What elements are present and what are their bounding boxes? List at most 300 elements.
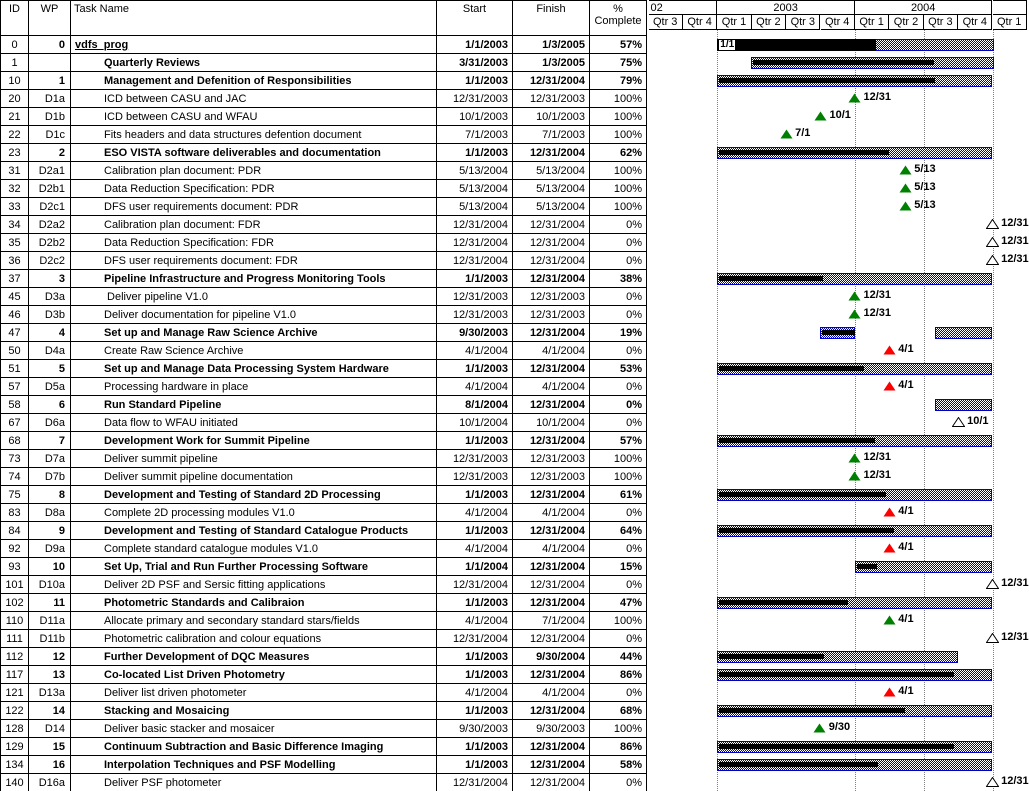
timescale-quarter-cell[interactable]: Qtr 4 <box>958 15 992 30</box>
cell-finish[interactable]: 10/1/2004 <box>513 414 590 431</box>
table-row[interactable] <box>0 414 647 432</box>
cell-finish[interactable]: 9/30/2003 <box>513 720 590 737</box>
cell-wp[interactable]: 2 <box>29 144 71 161</box>
task-bar[interactable] <box>717 525 992 537</box>
cell-pct[interactable]: 0% <box>590 774 647 791</box>
cell-task-name[interactable]: Fits headers and data structures defention document <box>71 126 437 143</box>
milestone-triangle-icon[interactable] <box>986 633 999 643</box>
table-row[interactable] <box>0 774 647 791</box>
cell-wp[interactable]: D6a <box>29 414 71 431</box>
cell-wp[interactable]: D2b2 <box>29 234 71 251</box>
timescale-year-cell[interactable]: 2003 <box>717 0 855 15</box>
cell-finish[interactable]: 12/31/2004 <box>513 324 590 341</box>
cell-finish[interactable]: 12/31/2004 <box>513 756 590 773</box>
milestone-triangle-icon[interactable] <box>848 471 861 481</box>
cell-finish[interactable]: 5/13/2004 <box>513 198 590 215</box>
table-row[interactable] <box>0 198 647 216</box>
cell-pct[interactable]: 0% <box>590 252 647 269</box>
cell-finish[interactable]: 7/1/2004 <box>513 612 590 629</box>
cell-id[interactable]: 111 <box>0 630 29 647</box>
task-bar[interactable] <box>717 741 992 753</box>
task-bar[interactable] <box>717 651 957 663</box>
cell-start[interactable]: 4/1/2004 <box>437 342 513 359</box>
table-row[interactable] <box>0 324 647 342</box>
milestone-triangle-icon[interactable] <box>780 129 793 139</box>
cell-pct[interactable]: 64% <box>590 522 647 539</box>
cell-pct[interactable]: 57% <box>590 432 647 449</box>
column-header-id[interactable]: ID <box>0 1 29 35</box>
table-row[interactable] <box>0 90 647 108</box>
cell-task-name[interactable]: Complete 2D processing modules V1.0 <box>71 504 437 521</box>
cell-start[interactable]: 1/1/2003 <box>437 486 513 503</box>
task-bar[interactable] <box>717 435 992 447</box>
cell-id[interactable]: 50 <box>0 342 29 359</box>
cell-id[interactable]: 129 <box>0 738 29 755</box>
cell-task-name[interactable]: Deliver 2D PSF and Sersic fitting applications <box>71 576 437 593</box>
table-row[interactable] <box>0 342 647 360</box>
cell-start[interactable]: 1/1/2003 <box>437 360 513 377</box>
cell-finish[interactable]: 12/31/2004 <box>513 738 590 755</box>
cell-pct[interactable]: 100% <box>590 90 647 107</box>
cell-id[interactable]: 37 <box>0 270 29 287</box>
cell-finish[interactable]: 12/31/2003 <box>513 288 590 305</box>
milestone-triangle-icon[interactable] <box>848 453 861 463</box>
cell-start[interactable]: 7/1/2003 <box>437 126 513 143</box>
cell-finish[interactable]: 12/31/2004 <box>513 234 590 251</box>
cell-finish[interactable]: 12/31/2003 <box>513 468 590 485</box>
cell-finish[interactable]: 1/3/2005 <box>513 36 590 53</box>
cell-id[interactable]: 93 <box>0 558 29 575</box>
cell-pct[interactable]: 0% <box>590 288 647 305</box>
cell-task-name[interactable]: Development and Testing of Standard Catalogue Products <box>71 522 437 539</box>
table-row[interactable] <box>0 126 647 144</box>
cell-finish[interactable]: 12/31/2004 <box>513 486 590 503</box>
cell-finish[interactable]: 4/1/2004 <box>513 504 590 521</box>
cell-wp[interactable]: D3a <box>29 288 71 305</box>
cell-pct[interactable]: 58% <box>590 756 647 773</box>
cell-wp[interactable]: 11 <box>29 594 71 611</box>
cell-task-name[interactable]: Photometric Standards and Calibraion <box>71 594 437 611</box>
cell-id[interactable]: 128 <box>0 720 29 737</box>
cell-finish[interactable]: 12/31/2003 <box>513 306 590 323</box>
cell-id[interactable]: 21 <box>0 108 29 125</box>
task-bar[interactable] <box>717 489 992 501</box>
cell-task-name[interactable]: Deliver basic stacker and mosaicer <box>71 720 437 737</box>
cell-finish[interactable]: 12/31/2004 <box>513 702 590 719</box>
cell-finish[interactable]: 4/1/2004 <box>513 342 590 359</box>
timescale-year-cell[interactable]: 02 <box>649 0 718 15</box>
cell-wp[interactable]: D14 <box>29 720 71 737</box>
cell-id[interactable]: 121 <box>0 684 29 701</box>
cell-start[interactable]: 12/31/2004 <box>437 576 513 593</box>
cell-wp[interactable]: D3b <box>29 306 71 323</box>
cell-finish[interactable]: 4/1/2004 <box>513 684 590 701</box>
cell-pct[interactable]: 0% <box>590 414 647 431</box>
table-row[interactable] <box>0 630 647 648</box>
timescale-year-cell[interactable]: 2004 <box>855 0 993 15</box>
cell-start[interactable]: 10/1/2004 <box>437 414 513 431</box>
cell-pct[interactable]: 0% <box>590 684 647 701</box>
cell-pct[interactable]: 15% <box>590 558 647 575</box>
cell-id[interactable]: 110 <box>0 612 29 629</box>
cell-id[interactable]: 112 <box>0 648 29 665</box>
cell-start[interactable]: 1/1/2004 <box>437 558 513 575</box>
cell-wp[interactable]: D2a2 <box>29 216 71 233</box>
timescale-quarter-cell[interactable]: Qtr 3 <box>649 15 683 30</box>
cell-task-name[interactable]: Deliver PSF photometer <box>71 774 437 791</box>
cell-task-name[interactable]: Stacking and Mosaicing <box>71 702 437 719</box>
cell-start[interactable]: 12/31/2003 <box>437 288 513 305</box>
column-header-start[interactable]: Start <box>437 1 513 35</box>
cell-pct[interactable]: 100% <box>590 180 647 197</box>
table-row[interactable] <box>0 306 647 324</box>
cell-wp[interactable]: D8a <box>29 504 71 521</box>
cell-start[interactable]: 1/1/2003 <box>437 648 513 665</box>
cell-finish[interactable]: 12/31/2004 <box>513 630 590 647</box>
cell-pct[interactable]: 38% <box>590 270 647 287</box>
cell-task-name[interactable]: Interpolation Techniques and PSF Modelling <box>71 756 437 773</box>
task-bar[interactable] <box>717 597 992 609</box>
cell-pct[interactable]: 100% <box>590 162 647 179</box>
cell-task-name[interactable]: DFS user requirements document: PDR <box>71 198 437 215</box>
cell-task-name[interactable]: Set up and Manage Data Processing System Hardware <box>71 360 437 377</box>
timescale-quarter-cell[interactable]: Qtr 1 <box>717 15 751 30</box>
cell-pct[interactable]: 0% <box>590 306 647 323</box>
cell-start[interactable]: 12/31/2004 <box>437 774 513 791</box>
cell-wp[interactable]: 8 <box>29 486 71 503</box>
table-row[interactable] <box>0 180 647 198</box>
cell-id[interactable]: 46 <box>0 306 29 323</box>
cell-finish[interactable]: 5/13/2004 <box>513 180 590 197</box>
cell-task-name[interactable]: Data Reduction Specification: PDR <box>71 180 437 197</box>
cell-task-name[interactable]: Create Raw Science Archive <box>71 342 437 359</box>
cell-start[interactable]: 9/30/2003 <box>437 324 513 341</box>
table-row[interactable] <box>0 702 647 720</box>
cell-start[interactable]: 1/1/2003 <box>437 666 513 683</box>
cell-pct[interactable]: 75% <box>590 54 647 71</box>
cell-task-name[interactable]: Calibration plan document: FDR <box>71 216 437 233</box>
cell-finish[interactable]: 12/31/2004 <box>513 360 590 377</box>
cell-task-name[interactable]: Co-located List Driven Photometry <box>71 666 437 683</box>
cell-pct[interactable]: 47% <box>590 594 647 611</box>
cell-id[interactable]: 134 <box>0 756 29 773</box>
cell-start[interactable]: 4/1/2004 <box>437 504 513 521</box>
cell-pct[interactable]: 79% <box>590 72 647 89</box>
cell-pct[interactable]: 100% <box>590 612 647 629</box>
cell-finish[interactable]: 7/1/2003 <box>513 126 590 143</box>
cell-task-name[interactable]: Data Reduction Specification: FDR <box>71 234 437 251</box>
milestone-triangle-icon[interactable] <box>899 165 912 175</box>
cell-wp[interactable]: 6 <box>29 396 71 413</box>
cell-id[interactable]: 102 <box>0 594 29 611</box>
cell-finish[interactable]: 12/31/2004 <box>513 252 590 269</box>
cell-wp[interactable]: 0 <box>29 36 71 53</box>
cell-task-name[interactable]: Management and Defenition of Responsibilities <box>71 72 437 89</box>
cell-task-name[interactable]: Set up and Manage Raw Science Archive <box>71 324 437 341</box>
cell-wp[interactable]: D1a <box>29 90 71 107</box>
cell-task-name[interactable]: ESO VISTA software deliverables and documentation <box>71 144 437 161</box>
cell-task-name[interactable]: Deliver summit pipeline <box>71 450 437 467</box>
cell-pct[interactable]: 0% <box>590 540 647 557</box>
cell-wp[interactable]: 4 <box>29 324 71 341</box>
cell-id[interactable]: 51 <box>0 360 29 377</box>
cell-finish[interactable]: 10/1/2003 <box>513 108 590 125</box>
cell-id[interactable]: 92 <box>0 540 29 557</box>
cell-id[interactable]: 68 <box>0 432 29 449</box>
cell-pct[interactable]: 0% <box>590 216 647 233</box>
cell-start[interactable]: 9/30/2003 <box>437 720 513 737</box>
table-row[interactable] <box>0 216 647 234</box>
cell-finish[interactable]: 12/31/2004 <box>513 144 590 161</box>
table-row[interactable] <box>0 594 647 612</box>
cell-pct[interactable]: 100% <box>590 198 647 215</box>
milestone-triangle-icon[interactable] <box>986 777 999 787</box>
cell-wp[interactable]: D1c <box>29 126 71 143</box>
task-bar[interactable] <box>717 363 992 375</box>
table-row[interactable] <box>0 666 647 684</box>
cell-wp[interactable]: D10a <box>29 576 71 593</box>
cell-start[interactable]: 1/1/2003 <box>437 594 513 611</box>
table-row[interactable] <box>0 288 647 306</box>
table-row[interactable] <box>0 234 647 252</box>
task-bar[interactable] <box>717 75 992 87</box>
table-row[interactable] <box>0 252 647 270</box>
task-bar[interactable] <box>855 561 993 573</box>
milestone-triangle-icon[interactable] <box>899 201 912 211</box>
timescale-quarter-cell[interactable]: Qtr 4 <box>821 15 855 30</box>
cell-wp[interactable]: D13a <box>29 684 71 701</box>
cell-start[interactable]: 10/1/2003 <box>437 108 513 125</box>
milestone-triangle-icon[interactable] <box>986 255 999 265</box>
cell-pct[interactable]: 86% <box>590 738 647 755</box>
column-header-task-name[interactable]: Task Name <box>71 1 437 35</box>
cell-wp[interactable]: 13 <box>29 666 71 683</box>
cell-finish[interactable]: 12/31/2003 <box>513 90 590 107</box>
cell-finish[interactable]: 12/31/2004 <box>513 216 590 233</box>
cell-id[interactable]: 73 <box>0 450 29 467</box>
task-bar[interactable] <box>717 759 992 771</box>
cell-id[interactable]: 0 <box>0 36 29 53</box>
table-row[interactable] <box>0 684 647 702</box>
cell-finish[interactable]: 12/31/2004 <box>513 558 590 575</box>
table-row[interactable] <box>0 504 647 522</box>
table-row[interactable] <box>0 378 647 396</box>
cell-task-name[interactable]: Further Development of DQC Measures <box>71 648 437 665</box>
cell-id[interactable]: 74 <box>0 468 29 485</box>
cell-start[interactable]: 12/31/2003 <box>437 468 513 485</box>
cell-wp[interactable]: 1 <box>29 72 71 89</box>
table-row[interactable] <box>0 270 647 288</box>
cell-start[interactable]: 8/1/2004 <box>437 396 513 413</box>
task-bar[interactable] <box>935 327 992 339</box>
cell-start[interactable]: 1/1/2003 <box>437 738 513 755</box>
milestone-triangle-icon[interactable] <box>813 723 826 733</box>
cell-task-name[interactable]: ICD between CASU and JAC <box>71 90 437 107</box>
table-row[interactable] <box>0 108 647 126</box>
table-row[interactable] <box>0 72 647 90</box>
cell-id[interactable]: 20 <box>0 90 29 107</box>
cell-start[interactable]: 5/13/2004 <box>437 180 513 197</box>
cell-pct[interactable]: 0% <box>590 396 647 413</box>
table-row[interactable] <box>0 144 647 162</box>
cell-start[interactable]: 1/1/2003 <box>437 144 513 161</box>
summary-task-bar[interactable] <box>717 39 993 51</box>
cell-finish[interactable]: 12/31/2004 <box>513 576 590 593</box>
table-row[interactable] <box>0 36 647 54</box>
column-header-wp[interactable]: WP <box>29 1 71 35</box>
cell-start[interactable]: 1/1/2003 <box>437 756 513 773</box>
cell-wp[interactable] <box>29 54 71 71</box>
cell-id[interactable]: 75 <box>0 486 29 503</box>
cell-wp[interactable]: 16 <box>29 756 71 773</box>
cell-task-name[interactable]: Deliver summit pipeline documentation <box>71 468 437 485</box>
cell-pct[interactable]: 0% <box>590 504 647 521</box>
milestone-triangle-icon[interactable] <box>814 111 827 121</box>
cell-task-name[interactable]: Development and Testing of Standard 2D Processing <box>71 486 437 503</box>
table-row[interactable] <box>0 162 647 180</box>
cell-start[interactable]: 5/13/2004 <box>437 198 513 215</box>
cell-wp[interactable]: 14 <box>29 702 71 719</box>
table-row[interactable] <box>0 54 647 72</box>
cell-task-name[interactable]: Deliver documentation for pipeline V1.0 <box>71 306 437 323</box>
cell-wp[interactable]: D7a <box>29 450 71 467</box>
cell-start[interactable]: 12/31/2004 <box>437 252 513 269</box>
table-row[interactable] <box>0 450 647 468</box>
cell-id[interactable]: 36 <box>0 252 29 269</box>
cell-pct[interactable]: 100% <box>590 468 647 485</box>
cell-pct[interactable]: 0% <box>590 234 647 251</box>
cell-pct[interactable]: 62% <box>590 144 647 161</box>
cell-wp[interactable]: 7 <box>29 432 71 449</box>
cell-wp[interactable]: D2b1 <box>29 180 71 197</box>
cell-id[interactable]: 47 <box>0 324 29 341</box>
table-row[interactable] <box>0 486 647 504</box>
timescale-quarter-cell[interactable]: Qtr 2 <box>889 15 923 30</box>
cell-id[interactable]: 1 <box>0 54 29 71</box>
cell-task-name[interactable]: ICD between CASU and WFAU <box>71 108 437 125</box>
cell-start[interactable]: 3/31/2003 <box>437 54 513 71</box>
table-row[interactable] <box>0 558 647 576</box>
cell-id[interactable]: 67 <box>0 414 29 431</box>
milestone-triangle-icon[interactable] <box>883 345 896 355</box>
milestone-triangle-icon[interactable] <box>883 507 896 517</box>
cell-start[interactable]: 12/31/2003 <box>437 90 513 107</box>
milestone-triangle-icon[interactable] <box>952 417 965 427</box>
cell-start[interactable]: 1/1/2003 <box>437 36 513 53</box>
cell-wp[interactable]: D2c2 <box>29 252 71 269</box>
cell-pct[interactable]: 53% <box>590 360 647 377</box>
table-row[interactable] <box>0 648 647 666</box>
cell-finish[interactable]: 12/31/2004 <box>513 270 590 287</box>
milestone-triangle-icon[interactable] <box>986 237 999 247</box>
milestone-triangle-icon[interactable] <box>848 93 861 103</box>
cell-start[interactable]: 12/31/2004 <box>437 630 513 647</box>
cell-id[interactable]: 22 <box>0 126 29 143</box>
cell-pct[interactable]: 100% <box>590 108 647 125</box>
cell-finish[interactable]: 1/3/2005 <box>513 54 590 71</box>
cell-task-name[interactable]: Set Up, Trial and Run Further Processing Software <box>71 558 437 575</box>
milestone-triangle-icon[interactable] <box>883 687 896 697</box>
cell-start[interactable]: 5/13/2004 <box>437 162 513 179</box>
timescale-quarter-cell[interactable]: Qtr 3 <box>786 15 820 30</box>
cell-id[interactable]: 101 <box>0 576 29 593</box>
timescale-quarter-cell[interactable]: Qtr 4 <box>683 15 717 30</box>
cell-id[interactable]: 34 <box>0 216 29 233</box>
cell-finish[interactable]: 5/13/2004 <box>513 162 590 179</box>
cell-id[interactable]: 33 <box>0 198 29 215</box>
milestone-triangle-icon[interactable] <box>883 615 896 625</box>
cell-id[interactable]: 32 <box>0 180 29 197</box>
cell-pct[interactable]: 68% <box>590 702 647 719</box>
cell-pct[interactable]: 0% <box>590 630 647 647</box>
cell-finish[interactable]: 4/1/2004 <box>513 378 590 395</box>
milestone-triangle-icon[interactable] <box>899 183 912 193</box>
cell-wp[interactable]: D7b <box>29 468 71 485</box>
task-bar[interactable] <box>935 399 992 411</box>
cell-start[interactable]: 12/31/2003 <box>437 450 513 467</box>
cell-pct[interactable]: 100% <box>590 126 647 143</box>
cell-finish[interactable]: 12/31/2004 <box>513 432 590 449</box>
cell-finish[interactable]: 9/30/2004 <box>513 648 590 665</box>
cell-id[interactable]: 35 <box>0 234 29 251</box>
cell-pct[interactable]: 19% <box>590 324 647 341</box>
cell-task-name[interactable]: vdfs_prog <box>71 36 437 53</box>
table-row[interactable] <box>0 540 647 558</box>
cell-id[interactable]: 122 <box>0 702 29 719</box>
cell-task-name[interactable]: Data flow to WFAU initiated <box>71 414 437 431</box>
task-bar[interactable] <box>717 273 992 285</box>
timescale-quarter-cell[interactable]: Qtr 2 <box>752 15 786 30</box>
cell-id[interactable]: 23 <box>0 144 29 161</box>
cell-finish[interactable]: 12/31/2004 <box>513 594 590 611</box>
cell-id[interactable]: 83 <box>0 504 29 521</box>
cell-wp[interactable]: 9 <box>29 522 71 539</box>
timescale-quarter-cell[interactable]: Qtr 1 <box>993 15 1027 30</box>
cell-pct[interactable]: 61% <box>590 486 647 503</box>
task-bar[interactable] <box>717 147 992 159</box>
cell-finish[interactable]: 12/31/2004 <box>513 666 590 683</box>
cell-task-name[interactable]: DFS user requirements document: FDR <box>71 252 437 269</box>
milestone-triangle-icon[interactable] <box>986 579 999 589</box>
table-row[interactable] <box>0 468 647 486</box>
cell-start[interactable]: 12/31/2004 <box>437 234 513 251</box>
timescale-year-cell[interactable] <box>993 0 1027 15</box>
cell-wp[interactable]: D16a <box>29 774 71 791</box>
cell-start[interactable]: 12/31/2003 <box>437 306 513 323</box>
cell-pct[interactable]: 44% <box>590 648 647 665</box>
cell-wp[interactable]: D2a1 <box>29 162 71 179</box>
table-row[interactable] <box>0 522 647 540</box>
column-header-finish[interactable]: Finish <box>513 1 590 35</box>
cell-task-name[interactable]: Allocate primary and secondary standard stars/fields <box>71 612 437 629</box>
cell-id[interactable]: 31 <box>0 162 29 179</box>
table-row[interactable] <box>0 720 647 738</box>
cell-pct[interactable]: 86% <box>590 666 647 683</box>
cell-id[interactable]: 57 <box>0 378 29 395</box>
cell-wp[interactable]: D9a <box>29 540 71 557</box>
cell-wp[interactable]: 5 <box>29 360 71 377</box>
cell-pct[interactable]: 0% <box>590 576 647 593</box>
cell-pct[interactable]: 100% <box>590 720 647 737</box>
cell-start[interactable]: 1/1/2003 <box>437 702 513 719</box>
cell-task-name[interactable]: Quarterly Reviews <box>71 54 437 71</box>
cell-finish[interactable]: 12/31/2004 <box>513 522 590 539</box>
table-row[interactable] <box>0 360 647 378</box>
cell-task-name[interactable]: Deliver pipeline V1.0 <box>71 288 437 305</box>
cell-id[interactable]: 84 <box>0 522 29 539</box>
cell-id[interactable]: 45 <box>0 288 29 305</box>
cell-wp[interactable]: D2c1 <box>29 198 71 215</box>
